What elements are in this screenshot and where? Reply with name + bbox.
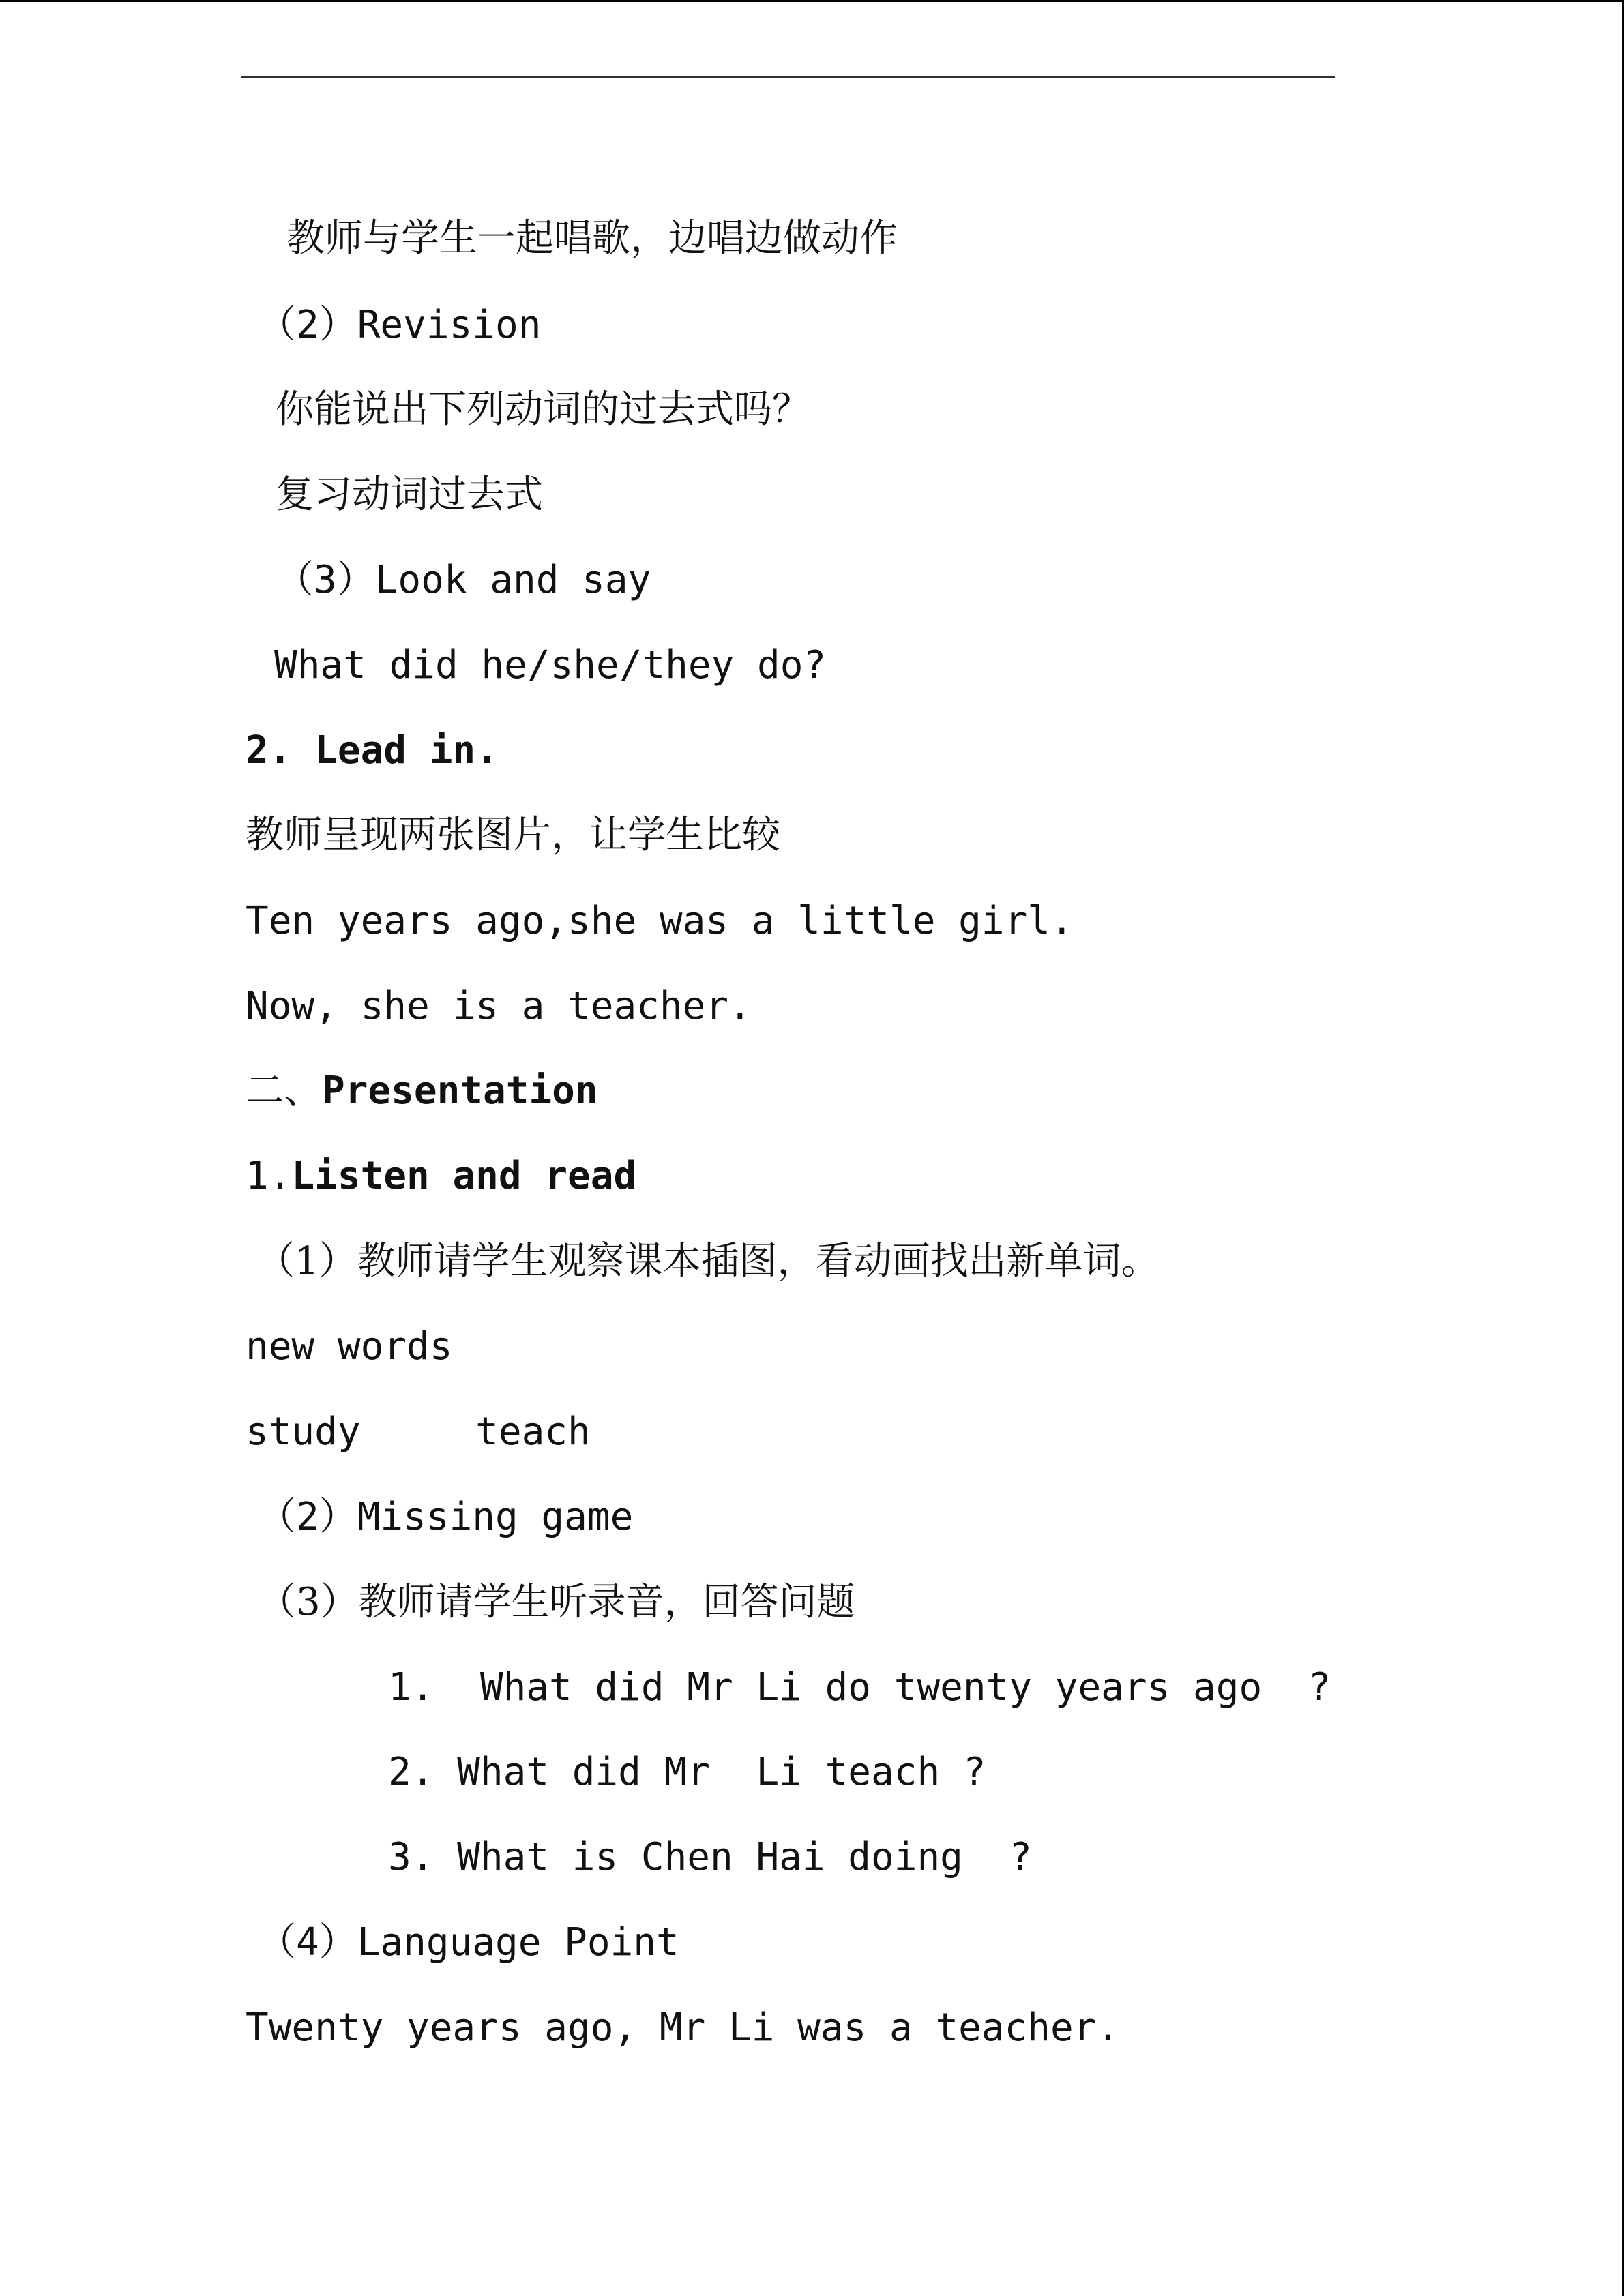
doc-line-review-past-tense: 复习动词过去式 <box>276 473 543 517</box>
doc-line-listen-task <box>258 1578 855 1627</box>
doc-line-now-teacher: Now, she is a teacher. <box>246 984 752 1028</box>
doc-line-what-did-they-do: What did he/she/they do? <box>274 643 827 687</box>
doc-question-2: 2. What did Mr Li teach ? <box>388 1750 986 1794</box>
presentation-prefix: 二、 <box>246 1069 322 1113</box>
doc-line-past-tense-question: 你能说出下列动词的过去式吗？ <box>276 387 810 432</box>
header-rule <box>241 76 1335 78</box>
doc-line-new-words-task <box>256 1237 1160 1286</box>
doc-line-two-pictures: 教师呈现两张图片，让学生比较 <box>246 813 780 857</box>
doc-line-look-and-say: （3）Look and say <box>276 558 651 602</box>
listen-task-text: （3）教师请学生听录音，回答问题 <box>258 1580 855 1624</box>
doc-line-sing-song: 教师与学生一起唱歌，边唱边做动作 <box>286 216 898 260</box>
doc-line-twenty-years-ago: Twenty years ago, Mr Li was a teacher. <box>246 2006 1120 2050</box>
doc-heading-lead-in: 2. Lead in. <box>246 728 499 773</box>
doc-heading-presentation <box>246 1067 598 1116</box>
doc-line-language-point: （4）Language Point <box>258 1920 679 1965</box>
doc-line-study-teach: study teach <box>246 1410 591 1454</box>
doc-line-ten-years-ago: Ten years ago,she was a little girl. <box>246 899 1074 943</box>
doc-line-missing-game: （2）Missing game <box>258 1495 634 1539</box>
presentation-title: Presentation <box>322 1069 598 1113</box>
doc-line-new-words: new words <box>246 1324 453 1369</box>
doc-heading-listen-read <box>246 1152 636 1201</box>
doc-question-3: 3. What is Chen Hai doing ? <box>388 1835 1033 1879</box>
listen-read-number: 1. <box>246 1154 292 1198</box>
listen-read-title: Listen and read <box>291 1154 637 1198</box>
new-words-task-text: （1）教师请学生观察课本插图，看动画找出新单词。 <box>256 1239 1160 1283</box>
doc-question-1: 1. What did Mr Li do twenty years ago ? <box>388 1665 1331 1710</box>
doc-line-revision: （2）Revision <box>258 303 542 347</box>
